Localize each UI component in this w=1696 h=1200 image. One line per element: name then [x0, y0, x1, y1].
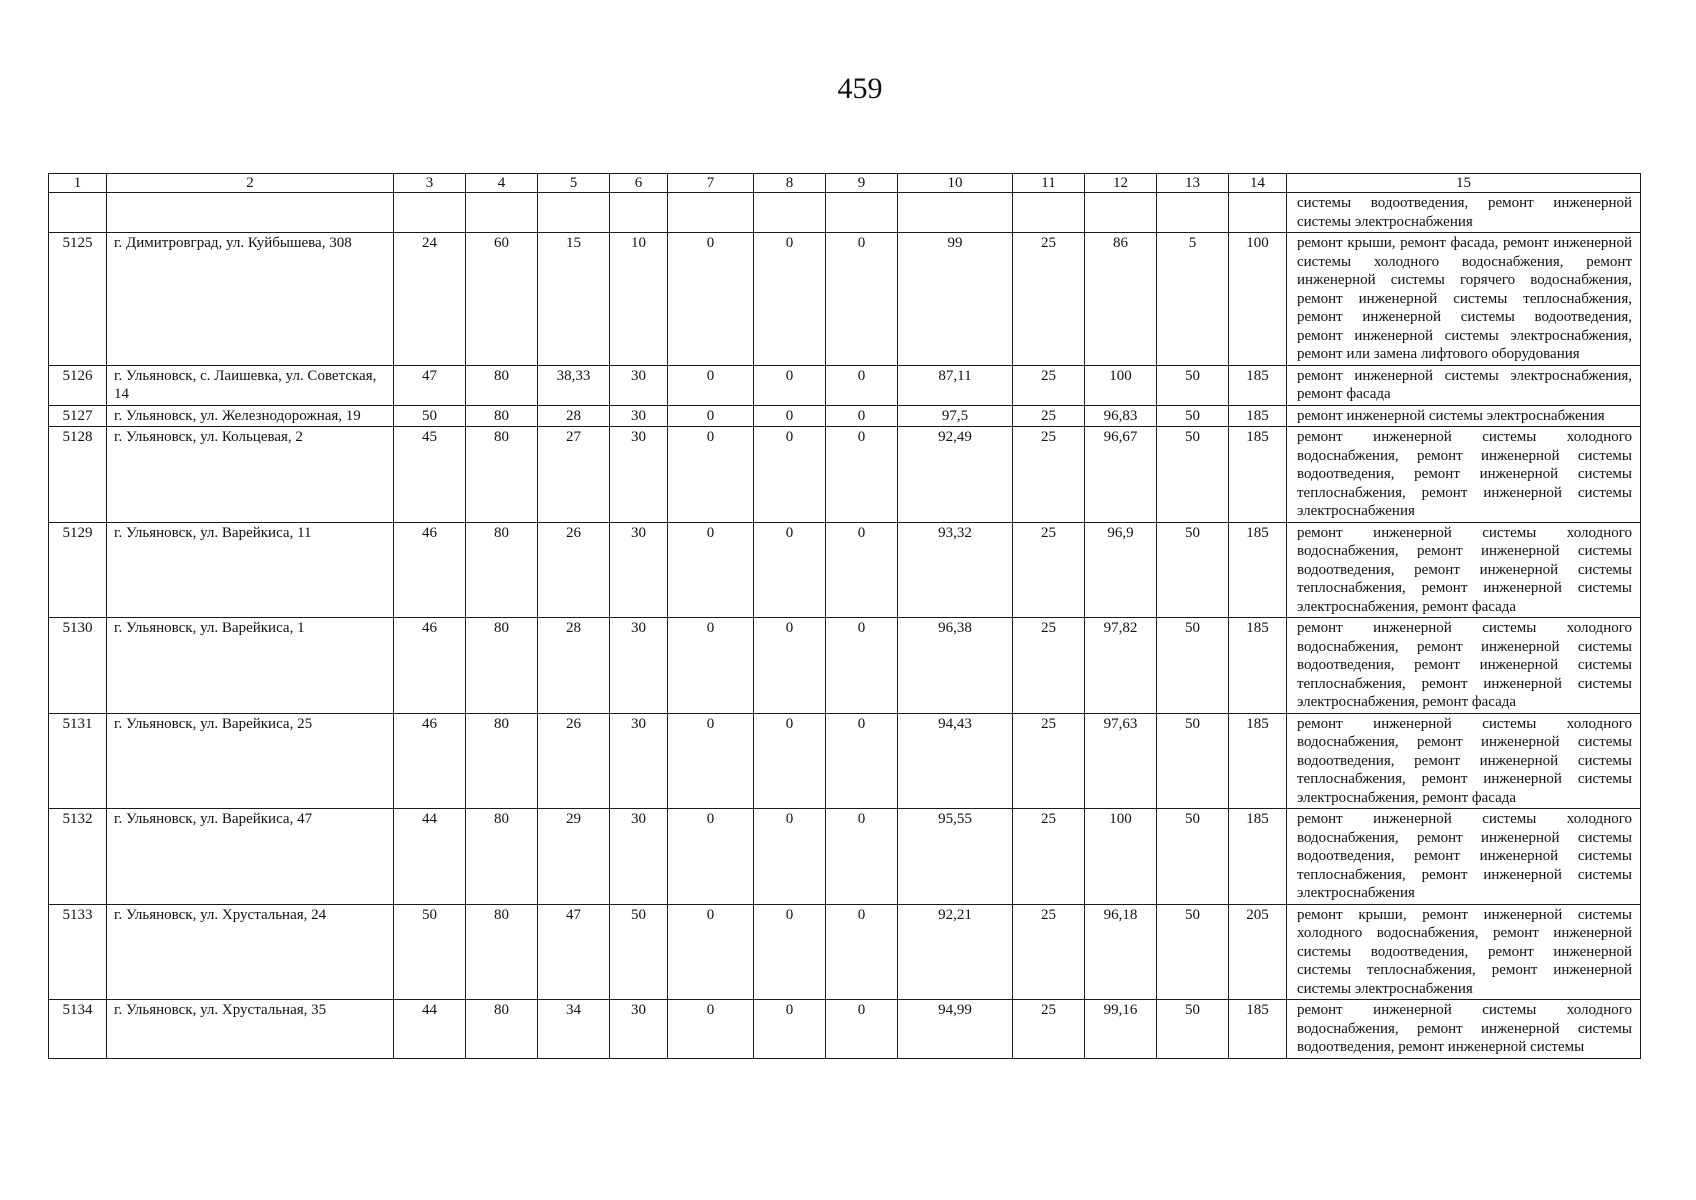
value-cell: 27 — [538, 427, 610, 523]
table-row — [49, 427, 1641, 523]
value-cell: 46 — [394, 618, 466, 714]
value-cell: 96,18 — [1085, 904, 1157, 1000]
empty-cell — [49, 193, 107, 233]
value-cell: 100 — [1085, 365, 1157, 405]
work-description: ремонт инженерной системы холодного водоснабжения, ремонт инженерной системы водоотведения, ремонт инженерной системы теплоснабжения, ремонт инженерной системы электроснабжения — [1287, 427, 1641, 523]
address-cell: г. Ульяновск, ул. Варейкиса, 25 — [107, 713, 394, 809]
value-cell: 47 — [538, 904, 610, 1000]
value-cell: 30 — [610, 618, 668, 714]
row-id: 5130 — [49, 618, 107, 714]
row-id: 5134 — [49, 1000, 107, 1059]
value-cell: 29 — [538, 809, 610, 905]
value-cell: 0 — [668, 1000, 754, 1059]
work-description: ремонт инженерной системы холодного водоснабжения, ремонт инженерной системы водоотведения, ремонт инженерной системы теплоснабжения, ремонт инженерной системы электроснабжения, ремонт фасада — [1287, 522, 1641, 618]
empty-cell — [394, 193, 466, 233]
value-cell: 50 — [1157, 365, 1229, 405]
value-cell: 25 — [1013, 904, 1085, 1000]
column-number: 8 — [754, 174, 826, 193]
value-cell: 185 — [1229, 618, 1287, 714]
value-cell: 50 — [1157, 405, 1229, 427]
value-cell: 0 — [668, 809, 754, 905]
value-cell: 80 — [466, 365, 538, 405]
value-cell: 25 — [1013, 405, 1085, 427]
empty-cell — [538, 193, 610, 233]
value-cell: 38,33 — [538, 365, 610, 405]
register-body — [49, 174, 1641, 1059]
value-cell: 25 — [1013, 618, 1085, 714]
empty-cell — [826, 193, 898, 233]
value-cell: 44 — [394, 1000, 466, 1059]
table-row — [49, 713, 1641, 809]
address-cell: г. Ульяновск, ул. Железнодорожная, 19 — [107, 405, 394, 427]
value-cell: 185 — [1229, 522, 1287, 618]
row-id: 5126 — [49, 365, 107, 405]
value-cell: 92,49 — [898, 427, 1013, 523]
row-id: 5129 — [49, 522, 107, 618]
value-cell: 0 — [826, 233, 898, 366]
table-row — [49, 1000, 1641, 1059]
address-cell: г. Ульяновск, ул. Варейкиса, 1 — [107, 618, 394, 714]
value-cell: 100 — [1085, 809, 1157, 905]
value-cell: 80 — [466, 522, 538, 618]
value-cell: 50 — [1157, 427, 1229, 523]
row-id: 5125 — [49, 233, 107, 366]
column-number: 12 — [1085, 174, 1157, 193]
value-cell: 0 — [754, 427, 826, 523]
work-description: ремонт крыши, ремонт инженерной системы холодного водоснабжения, ремонт инженерной системы водоотведения, ремонт инженерной системы теплоснабжения, ремонт инженерной системы электроснабжения — [1287, 904, 1641, 1000]
value-cell: 0 — [826, 365, 898, 405]
value-cell: 0 — [826, 618, 898, 714]
address-cell: г. Ульяновск, ул. Хрустальная, 24 — [107, 904, 394, 1000]
address-cell: г. Ульяновск, ул. Хрустальная, 35 — [107, 1000, 394, 1059]
work-description: ремонт инженерной системы холодного водоснабжения, ремонт инженерной системы водоотведения, ремонт инженерной системы теплоснабжения, ремонт инженерной системы электроснабжения — [1287, 809, 1641, 905]
value-cell: 99,16 — [1085, 1000, 1157, 1059]
value-cell: 0 — [754, 233, 826, 366]
value-cell: 34 — [538, 1000, 610, 1059]
column-number: 2 — [107, 174, 394, 193]
work-description: ремонт инженерной системы холодного водоснабжения, ремонт инженерной системы водоотведения, ремонт инженерной системы теплоснабжения, ремонт инженерной системы электроснабжения, ремонт фасада — [1287, 713, 1641, 809]
value-cell: 80 — [466, 1000, 538, 1059]
value-cell: 30 — [610, 522, 668, 618]
column-number: 9 — [826, 174, 898, 193]
value-cell: 10 — [610, 233, 668, 366]
value-cell: 94,99 — [898, 1000, 1013, 1059]
value-cell: 185 — [1229, 1000, 1287, 1059]
value-cell: 0 — [826, 522, 898, 618]
value-cell: 86 — [1085, 233, 1157, 366]
value-cell: 30 — [610, 809, 668, 905]
value-cell: 50 — [1157, 713, 1229, 809]
value-cell: 50 — [394, 904, 466, 1000]
column-number: 10 — [898, 174, 1013, 193]
value-cell: 47 — [394, 365, 466, 405]
value-cell: 80 — [466, 713, 538, 809]
value-cell: 25 — [1013, 365, 1085, 405]
value-cell: 50 — [1157, 904, 1229, 1000]
value-cell: 97,82 — [1085, 618, 1157, 714]
column-number: 1 — [49, 174, 107, 193]
value-cell: 0 — [668, 233, 754, 366]
value-cell: 25 — [1013, 233, 1085, 366]
register-table — [48, 173, 1641, 1059]
value-cell: 96,83 — [1085, 405, 1157, 427]
value-cell: 50 — [1157, 1000, 1229, 1059]
empty-cell — [107, 193, 394, 233]
table-row — [49, 618, 1641, 714]
value-cell: 97,63 — [1085, 713, 1157, 809]
empty-cell — [1085, 193, 1157, 233]
address-cell: г. Ульяновск, ул. Варейкиса, 11 — [107, 522, 394, 618]
column-number: 11 — [1013, 174, 1085, 193]
value-cell: 80 — [466, 618, 538, 714]
value-cell: 25 — [1013, 522, 1085, 618]
value-cell: 50 — [1157, 809, 1229, 905]
address-cell: г. Димитровград, ул. Куйбышева, 308 — [107, 233, 394, 366]
value-cell: 30 — [610, 365, 668, 405]
value-cell: 0 — [754, 405, 826, 427]
value-cell: 0 — [668, 405, 754, 427]
value-cell: 93,32 — [898, 522, 1013, 618]
work-description: ремонт инженерной системы электроснабжения, ремонт фасада — [1287, 365, 1641, 405]
value-cell: 0 — [754, 365, 826, 405]
value-cell: 96,9 — [1085, 522, 1157, 618]
work-description: ремонт крыши, ремонт фасада, ремонт инженерной системы холодного водоснабжения, ремонт инженерной системы горячего водоснабжения, ремонт инженерной системы теплоснабжения, ремонт инженерной системы водоотведения, ремонт инженерной системы электроснабжения, ремонт или замена лифтового оборудования — [1287, 233, 1641, 366]
row-id: 5131 — [49, 713, 107, 809]
empty-cell — [1229, 193, 1287, 233]
value-cell: 5 — [1157, 233, 1229, 366]
column-number: 13 — [1157, 174, 1229, 193]
page-number: 459 — [837, 72, 883, 105]
empty-cell — [610, 193, 668, 233]
value-cell: 26 — [538, 713, 610, 809]
empty-cell — [668, 193, 754, 233]
value-cell: 80 — [466, 405, 538, 427]
value-cell: 185 — [1229, 427, 1287, 523]
value-cell: 15 — [538, 233, 610, 366]
value-cell: 0 — [668, 904, 754, 1000]
column-number: 15 — [1287, 174, 1641, 193]
value-cell: 95,55 — [898, 809, 1013, 905]
value-cell: 24 — [394, 233, 466, 366]
table-row — [49, 809, 1641, 905]
value-cell: 87,11 — [898, 365, 1013, 405]
value-cell: 30 — [610, 427, 668, 523]
value-cell: 96,67 — [1085, 427, 1157, 523]
value-cell: 30 — [610, 713, 668, 809]
value-cell: 25 — [1013, 809, 1085, 905]
value-cell: 0 — [754, 522, 826, 618]
work-description: ремонт инженерной системы холодного водоснабжения, ремонт инженерной системы водоотведения, ремонт инженерной системы — [1287, 1000, 1641, 1059]
work-description: системы водоотведения, ремонт инженерной системы электроснабжения — [1287, 193, 1641, 233]
value-cell: 50 — [394, 405, 466, 427]
row-id: 5127 — [49, 405, 107, 427]
value-cell: 46 — [394, 713, 466, 809]
value-cell: 50 — [1157, 618, 1229, 714]
value-cell: 0 — [826, 405, 898, 427]
value-cell: 45 — [394, 427, 466, 523]
row-id: 5132 — [49, 809, 107, 905]
table-row — [49, 405, 1641, 427]
value-cell: 94,43 — [898, 713, 1013, 809]
value-cell: 80 — [466, 809, 538, 905]
value-cell: 0 — [826, 809, 898, 905]
value-cell: 0 — [826, 713, 898, 809]
value-cell: 185 — [1229, 365, 1287, 405]
table-row — [49, 233, 1641, 366]
value-cell: 28 — [538, 405, 610, 427]
work-description: ремонт инженерной системы электроснабжения — [1287, 405, 1641, 427]
value-cell: 0 — [826, 1000, 898, 1059]
value-cell: 46 — [394, 522, 466, 618]
value-cell: 99 — [898, 233, 1013, 366]
column-number: 14 — [1229, 174, 1287, 193]
column-number: 5 — [538, 174, 610, 193]
column-number-row — [49, 174, 1641, 193]
value-cell: 25 — [1013, 713, 1085, 809]
empty-cell — [466, 193, 538, 233]
continuation-row — [49, 193, 1641, 233]
empty-cell — [898, 193, 1013, 233]
column-number: 4 — [466, 174, 538, 193]
value-cell: 0 — [668, 522, 754, 618]
work-description: ремонт инженерной системы холодного водоснабжения, ремонт инженерной системы водоотведения, ремонт инженерной системы теплоснабжения, ремонт инженерной системы электроснабжения, ремонт фасада — [1287, 618, 1641, 714]
value-cell: 25 — [1013, 427, 1085, 523]
value-cell: 50 — [610, 904, 668, 1000]
column-number: 7 — [668, 174, 754, 193]
value-cell: 26 — [538, 522, 610, 618]
value-cell: 0 — [668, 713, 754, 809]
value-cell: 0 — [826, 427, 898, 523]
value-cell: 28 — [538, 618, 610, 714]
value-cell: 80 — [466, 427, 538, 523]
value-cell: 0 — [754, 809, 826, 905]
value-cell: 0 — [754, 618, 826, 714]
column-number: 6 — [610, 174, 668, 193]
value-cell: 0 — [826, 904, 898, 1000]
value-cell: 97,5 — [898, 405, 1013, 427]
value-cell: 80 — [466, 904, 538, 1000]
value-cell: 185 — [1229, 713, 1287, 809]
row-id: 5128 — [49, 427, 107, 523]
value-cell: 0 — [668, 365, 754, 405]
empty-cell — [754, 193, 826, 233]
value-cell: 185 — [1229, 809, 1287, 905]
value-cell: 185 — [1229, 405, 1287, 427]
row-id: 5133 — [49, 904, 107, 1000]
value-cell: 30 — [610, 1000, 668, 1059]
value-cell: 60 — [466, 233, 538, 366]
table-row — [49, 365, 1641, 405]
address-cell: г. Ульяновск, ул. Варейкиса, 47 — [107, 809, 394, 905]
value-cell: 50 — [1157, 522, 1229, 618]
value-cell: 44 — [394, 809, 466, 905]
column-number: 3 — [394, 174, 466, 193]
value-cell: 205 — [1229, 904, 1287, 1000]
value-cell: 30 — [610, 405, 668, 427]
table-row — [49, 522, 1641, 618]
value-cell: 0 — [754, 713, 826, 809]
empty-cell — [1157, 193, 1229, 233]
address-cell: г. Ульяновск, с. Лаишевка, ул. Советская, 14 — [107, 365, 394, 405]
value-cell: 96,38 — [898, 618, 1013, 714]
empty-cell — [1013, 193, 1085, 233]
value-cell: 92,21 — [898, 904, 1013, 1000]
value-cell: 0 — [668, 618, 754, 714]
value-cell: 0 — [754, 904, 826, 1000]
value-cell: 25 — [1013, 1000, 1085, 1059]
value-cell: 0 — [754, 1000, 826, 1059]
table-row — [49, 904, 1641, 1000]
address-cell: г. Ульяновск, ул. Кольцевая, 2 — [107, 427, 394, 523]
value-cell: 100 — [1229, 233, 1287, 366]
value-cell: 0 — [668, 427, 754, 523]
